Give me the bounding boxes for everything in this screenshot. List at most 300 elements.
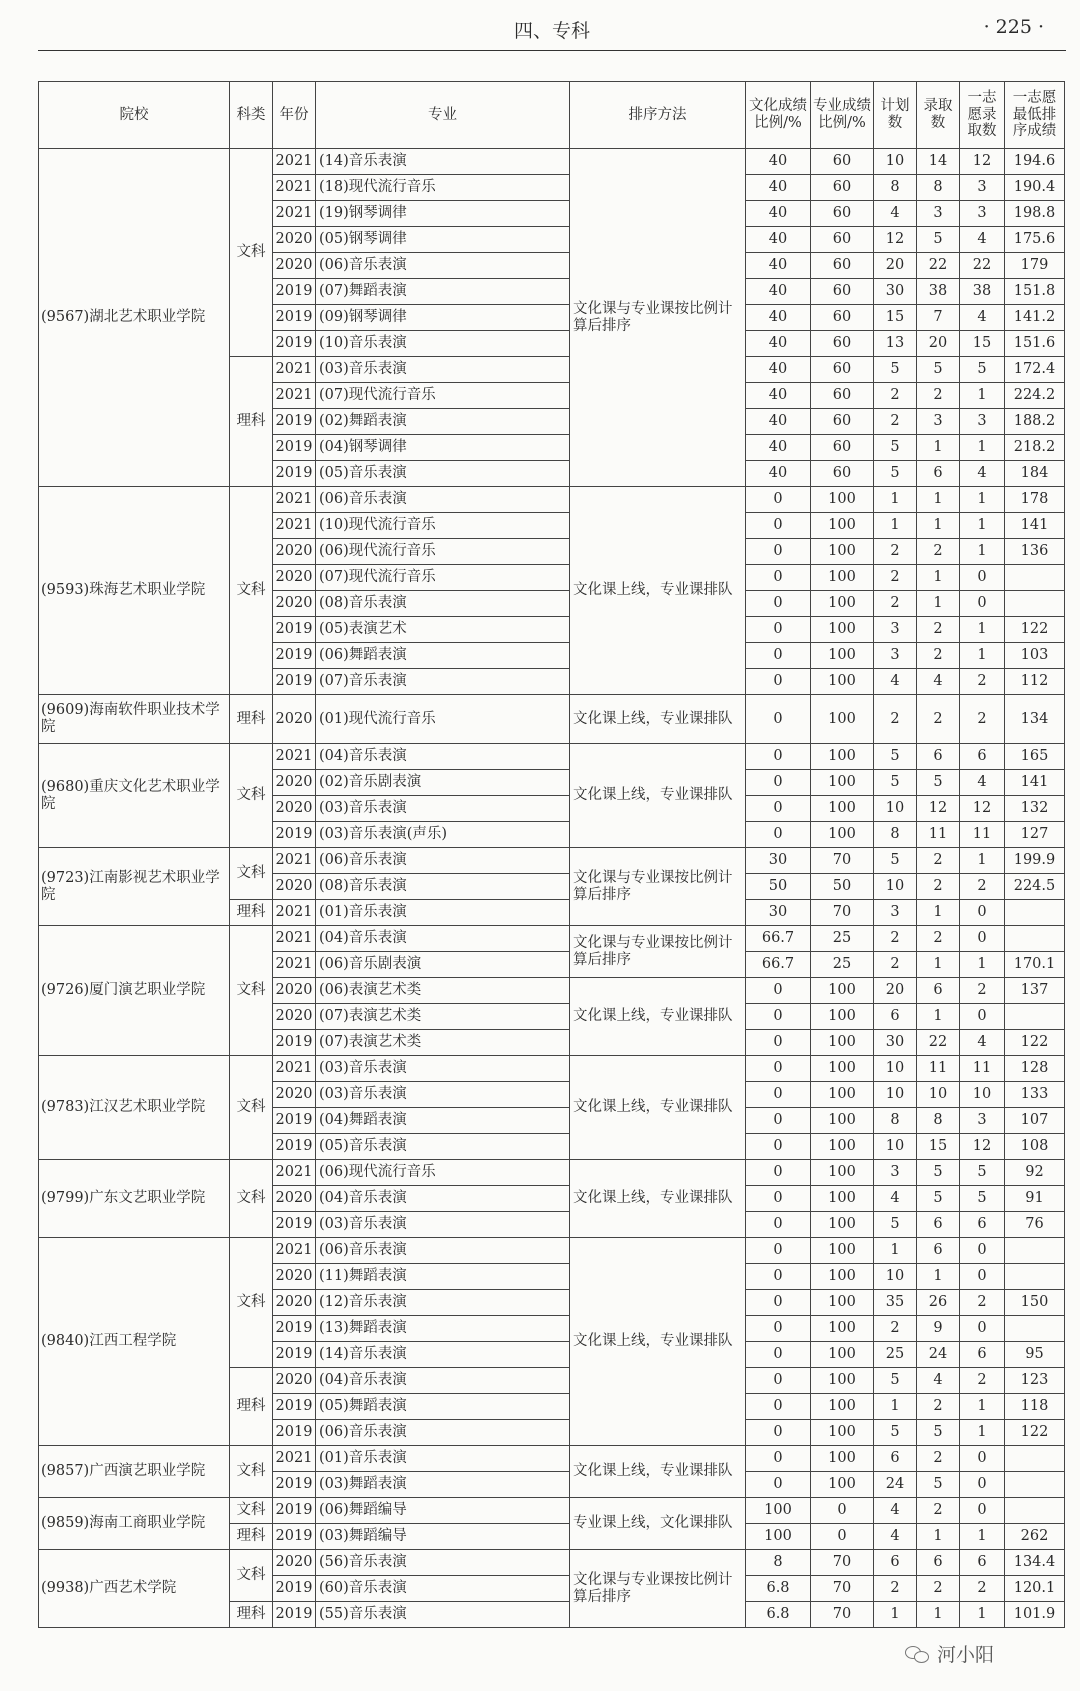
major-cell: (03)音乐表演(声乐)	[316, 822, 570, 848]
major-cell: (06)音乐表演	[316, 253, 570, 279]
method-cell: 专业课上线，文化课排队	[570, 1498, 746, 1550]
first-choice-count-cell: 6	[960, 1212, 1005, 1238]
major-cell: (12)音乐表演	[316, 1290, 570, 1316]
major-ratio-cell: 60	[811, 253, 874, 279]
major-ratio-cell: 100	[811, 617, 874, 643]
min-score-cell: 198.8	[1005, 201, 1065, 227]
first-choice-count-cell: 12	[960, 796, 1005, 822]
min-score-cell: 184	[1005, 461, 1065, 487]
major-cell: (04)音乐表演	[316, 1186, 570, 1212]
major-ratio-cell: 100	[811, 1030, 874, 1056]
plan-count-cell: 5	[874, 461, 917, 487]
major-ratio-cell: 100	[811, 1290, 874, 1316]
major-cell: (05)表演艺术	[316, 617, 570, 643]
plan-count-cell: 4	[874, 669, 917, 695]
min-score-cell: 120.1	[1005, 1576, 1065, 1602]
min-score-cell: 112	[1005, 669, 1065, 695]
first-choice-count-cell: 2	[960, 1290, 1005, 1316]
culture-ratio-cell: 50	[746, 874, 811, 900]
culture-ratio-cell: 0	[746, 1238, 811, 1264]
min-score-cell: 122	[1005, 1420, 1065, 1446]
min-score-cell: 108	[1005, 1134, 1065, 1160]
category-cell: 文科	[230, 1238, 273, 1368]
culture-ratio-cell: 0	[746, 1368, 811, 1394]
method-cell: 文化课与专业课按比例计算后排序	[570, 149, 746, 487]
major-ratio-cell: 70	[811, 900, 874, 926]
culture-ratio-cell: 0	[746, 695, 811, 744]
admitted-count-cell: 1	[917, 900, 960, 926]
culture-ratio-cell: 0	[746, 539, 811, 565]
major-cell: (09)钢琴调律	[316, 305, 570, 331]
major-ratio-cell: 50	[811, 874, 874, 900]
major-cell: (07)现代流行音乐	[316, 383, 570, 409]
min-score-cell	[1005, 1472, 1065, 1498]
major-cell: (08)音乐表演	[316, 874, 570, 900]
admitted-count-cell: 1	[917, 591, 960, 617]
major-cell: (04)音乐表演	[316, 744, 570, 770]
culture-ratio-cell: 40	[746, 175, 811, 201]
major-ratio-cell: 100	[811, 822, 874, 848]
admitted-count-cell: 8	[917, 1108, 960, 1134]
year-cell: 2019	[273, 669, 316, 695]
plan-count-cell: 2	[874, 409, 917, 435]
first-choice-count-cell: 6	[960, 1342, 1005, 1368]
major-cell: (01)现代流行音乐	[316, 695, 570, 744]
culture-ratio-cell: 66.7	[746, 926, 811, 952]
category-cell: 文科	[230, 1550, 273, 1602]
admitted-count-cell: 2	[917, 1498, 960, 1524]
admitted-count-cell: 20	[917, 331, 960, 357]
major-ratio-cell: 100	[811, 1264, 874, 1290]
year-cell: 2020	[273, 695, 316, 744]
year-cell: 2021	[273, 175, 316, 201]
first-choice-count-cell: 1	[960, 643, 1005, 669]
major-cell: (06)表演艺术类	[316, 978, 570, 1004]
major-ratio-cell: 60	[811, 149, 874, 175]
major-ratio-cell: 100	[811, 1160, 874, 1186]
major-ratio-cell: 100	[811, 565, 874, 591]
culture-ratio-cell: 0	[746, 565, 811, 591]
culture-ratio-cell: 0	[746, 1082, 811, 1108]
admitted-count-cell: 7	[917, 305, 960, 331]
min-score-cell	[1005, 926, 1065, 952]
first-choice-count-cell: 1	[960, 435, 1005, 461]
year-cell: 2019	[273, 617, 316, 643]
school-name: (9799)广东文艺职业学院	[39, 1160, 230, 1238]
major-ratio-cell: 100	[811, 1316, 874, 1342]
plan-count-cell: 1	[874, 513, 917, 539]
major-cell: (14)音乐表演	[316, 1342, 570, 1368]
culture-ratio-cell: 0	[746, 1394, 811, 1420]
major-cell: (05)音乐表演	[316, 461, 570, 487]
admitted-count-cell: 6	[917, 1212, 960, 1238]
major-cell: (06)现代流行音乐	[316, 539, 570, 565]
plan-count-cell: 6	[874, 1550, 917, 1576]
plan-count-cell: 5	[874, 357, 917, 383]
plan-count-cell: 10	[874, 874, 917, 900]
min-score-cell: 127	[1005, 822, 1065, 848]
major-ratio-cell: 100	[811, 1082, 874, 1108]
col-school: 院校	[39, 82, 230, 149]
culture-ratio-cell: 40	[746, 253, 811, 279]
min-score-cell: 151.6	[1005, 331, 1065, 357]
year-cell: 2019	[273, 331, 316, 357]
major-ratio-cell: 100	[811, 487, 874, 513]
major-ratio-cell: 100	[811, 1056, 874, 1082]
plan-count-cell: 6	[874, 1446, 917, 1472]
min-score-cell: 107	[1005, 1108, 1065, 1134]
year-cell: 2021	[273, 149, 316, 175]
culture-ratio-cell: 0	[746, 643, 811, 669]
major-ratio-cell: 70	[811, 1602, 874, 1628]
year-cell: 2019	[273, 822, 316, 848]
method-cell: 文化课上线，专业课排队	[570, 487, 746, 695]
admitted-count-cell: 38	[917, 279, 960, 305]
year-cell: 2019	[273, 279, 316, 305]
major-cell: (07)表演艺术类	[316, 1030, 570, 1056]
plan-count-cell: 6	[874, 1004, 917, 1030]
culture-ratio-cell: 0	[746, 591, 811, 617]
major-ratio-cell: 100	[811, 1186, 874, 1212]
category-cell: 理科	[230, 1368, 273, 1446]
method-cell: 文化课上线，专业课排队	[570, 744, 746, 848]
table-row	[39, 1498, 1065, 1524]
admitted-count-cell: 6	[917, 1550, 960, 1576]
plan-count-cell: 24	[874, 1472, 917, 1498]
method-cell: 文化课上线，专业课排队	[570, 978, 746, 1056]
major-cell: (06)现代流行音乐	[316, 1160, 570, 1186]
major-cell: (55)音乐表演	[316, 1602, 570, 1628]
min-score-cell: 218.2	[1005, 435, 1065, 461]
method-cell: 文化课上线，专业课排队	[570, 1238, 746, 1446]
culture-ratio-cell: 40	[746, 383, 811, 409]
category-cell: 文科	[230, 1160, 273, 1238]
first-choice-count-cell: 0	[960, 900, 1005, 926]
min-score-cell: 165	[1005, 744, 1065, 770]
first-choice-count-cell: 12	[960, 1134, 1005, 1160]
admitted-count-cell: 9	[917, 1316, 960, 1342]
admitted-count-cell: 2	[917, 643, 960, 669]
culture-ratio-cell: 40	[746, 227, 811, 253]
culture-ratio-cell: 40	[746, 149, 811, 175]
year-cell: 2021	[273, 952, 316, 978]
year-cell: 2020	[273, 1550, 316, 1576]
culture-ratio-cell: 100	[746, 1498, 811, 1524]
first-choice-count-cell: 0	[960, 1238, 1005, 1264]
plan-count-cell: 30	[874, 1030, 917, 1056]
major-ratio-cell: 60	[811, 409, 874, 435]
page-number: · 225 ·	[983, 16, 1044, 38]
culture-ratio-cell: 0	[746, 1472, 811, 1498]
culture-ratio-cell: 0	[746, 1212, 811, 1238]
admitted-count-cell: 14	[917, 149, 960, 175]
first-choice-count-cell: 0	[960, 591, 1005, 617]
culture-ratio-cell: 40	[746, 201, 811, 227]
method-cell: 文化课与专业课按比例计算后排序	[570, 848, 746, 926]
plan-count-cell: 13	[874, 331, 917, 357]
first-choice-count-cell: 15	[960, 331, 1005, 357]
major-ratio-cell: 100	[811, 695, 874, 744]
first-choice-count-cell: 4	[960, 770, 1005, 796]
year-cell: 2020	[273, 539, 316, 565]
major-cell: (56)音乐表演	[316, 1550, 570, 1576]
major-ratio-cell: 60	[811, 175, 874, 201]
first-choice-count-cell: 10	[960, 1082, 1005, 1108]
table-row	[39, 695, 1065, 744]
first-choice-count-cell: 0	[960, 1264, 1005, 1290]
plan-count-cell: 1	[874, 487, 917, 513]
major-ratio-cell: 60	[811, 357, 874, 383]
plan-count-cell: 3	[874, 617, 917, 643]
first-choice-count-cell: 3	[960, 1108, 1005, 1134]
min-score-cell: 150	[1005, 1290, 1065, 1316]
min-score-cell: 141	[1005, 513, 1065, 539]
first-choice-count-cell: 1	[960, 1420, 1005, 1446]
admitted-count-cell: 1	[917, 565, 960, 591]
col-first-choice: 一志愿录取数	[960, 82, 1005, 149]
year-cell: 2019	[273, 1134, 316, 1160]
year-cell: 2020	[273, 978, 316, 1004]
col-major-ratio: 专业成绩比例/%	[811, 82, 874, 149]
major-ratio-cell: 70	[811, 848, 874, 874]
min-score-cell: 137	[1005, 978, 1065, 1004]
major-cell: (07)表演艺术类	[316, 1004, 570, 1030]
major-cell: (02)舞蹈表演	[316, 409, 570, 435]
first-choice-count-cell: 1	[960, 513, 1005, 539]
culture-ratio-cell: 40	[746, 461, 811, 487]
year-cell: 2019	[273, 1394, 316, 1420]
first-choice-count-cell: 3	[960, 175, 1005, 201]
year-cell: 2020	[273, 253, 316, 279]
admitted-count-cell: 6	[917, 461, 960, 487]
major-ratio-cell: 60	[811, 227, 874, 253]
culture-ratio-cell: 0	[746, 1134, 811, 1160]
major-cell: (05)钢琴调律	[316, 227, 570, 253]
page-header	[38, 10, 1066, 51]
table-row	[39, 926, 1065, 952]
plan-count-cell: 2	[874, 1576, 917, 1602]
admitted-count-cell: 12	[917, 796, 960, 822]
year-cell: 2019	[273, 1030, 316, 1056]
plan-count-cell: 3	[874, 1160, 917, 1186]
year-cell: 2020	[273, 591, 316, 617]
year-cell: 2019	[273, 1524, 316, 1550]
table-header-row	[39, 82, 1065, 149]
plan-count-cell: 10	[874, 796, 917, 822]
table-body	[39, 149, 1065, 1628]
culture-ratio-cell: 66.7	[746, 952, 811, 978]
major-ratio-cell: 60	[811, 305, 874, 331]
culture-ratio-cell: 0	[746, 1316, 811, 1342]
col-plan: 计划数	[874, 82, 917, 149]
admitted-count-cell: 5	[917, 1160, 960, 1186]
major-ratio-cell: 100	[811, 539, 874, 565]
admitted-count-cell: 10	[917, 1082, 960, 1108]
school-name: (9783)江汉艺术职业学院	[39, 1056, 230, 1160]
culture-ratio-cell: 0	[746, 1030, 811, 1056]
admitted-count-cell: 5	[917, 1420, 960, 1446]
major-cell: (11)舞蹈表演	[316, 1264, 570, 1290]
plan-count-cell: 30	[874, 279, 917, 305]
first-choice-count-cell: 2	[960, 978, 1005, 1004]
major-cell: (03)音乐表演	[316, 1056, 570, 1082]
admitted-count-cell: 2	[917, 1394, 960, 1420]
major-cell: (13)舞蹈表演	[316, 1316, 570, 1342]
first-choice-count-cell: 6	[960, 1550, 1005, 1576]
year-cell: 2021	[273, 487, 316, 513]
culture-ratio-cell: 0	[746, 617, 811, 643]
plan-count-cell: 5	[874, 1368, 917, 1394]
major-cell: (03)音乐表演	[316, 1212, 570, 1238]
culture-ratio-cell: 0	[746, 796, 811, 822]
wechat-icon	[905, 1644, 931, 1664]
plan-count-cell: 10	[874, 1134, 917, 1160]
year-cell: 2019	[273, 409, 316, 435]
major-ratio-cell: 100	[811, 1342, 874, 1368]
method-cell: 文化课与专业课按比例计算后排序	[570, 926, 746, 978]
min-score-cell	[1005, 1316, 1065, 1342]
major-cell: (07)现代流行音乐	[316, 565, 570, 591]
major-ratio-cell: 100	[811, 744, 874, 770]
culture-ratio-cell: 0	[746, 1290, 811, 1316]
plan-count-cell: 10	[874, 1264, 917, 1290]
year-cell: 2019	[273, 1576, 316, 1602]
year-cell: 2020	[273, 1368, 316, 1394]
admission-table	[38, 81, 1065, 1628]
plan-count-cell: 2	[874, 565, 917, 591]
year-cell: 2019	[273, 1420, 316, 1446]
major-cell: (05)音乐表演	[316, 1134, 570, 1160]
culture-ratio-cell: 0	[746, 822, 811, 848]
admitted-count-cell: 5	[917, 1186, 960, 1212]
min-score-cell: 103	[1005, 643, 1065, 669]
min-score-cell	[1005, 1004, 1065, 1030]
method-cell: 文化课与专业课按比例计算后排序	[570, 1550, 746, 1628]
major-ratio-cell: 100	[811, 591, 874, 617]
admitted-count-cell: 1	[917, 1602, 960, 1628]
culture-ratio-cell: 40	[746, 279, 811, 305]
admitted-count-cell: 22	[917, 1030, 960, 1056]
culture-ratio-cell: 0	[746, 744, 811, 770]
major-ratio-cell: 100	[811, 1368, 874, 1394]
category-cell: 理科	[230, 1524, 273, 1550]
major-cell: (08)音乐表演	[316, 591, 570, 617]
category-cell: 理科	[230, 900, 273, 926]
col-category: 科类	[230, 82, 273, 149]
plan-count-cell: 15	[874, 305, 917, 331]
first-choice-count-cell: 1	[960, 952, 1005, 978]
col-method: 排序方法	[570, 82, 746, 149]
admitted-count-cell: 4	[917, 669, 960, 695]
min-score-cell	[1005, 591, 1065, 617]
first-choice-count-cell: 2	[960, 669, 1005, 695]
major-cell: (06)舞蹈编导	[316, 1498, 570, 1524]
first-choice-count-cell: 2	[960, 874, 1005, 900]
major-ratio-cell: 100	[811, 1134, 874, 1160]
major-cell: (01)音乐表演	[316, 1446, 570, 1472]
admitted-count-cell: 5	[917, 1472, 960, 1498]
culture-ratio-cell: 30	[746, 900, 811, 926]
table-row	[39, 149, 1065, 175]
min-score-cell: 122	[1005, 1030, 1065, 1056]
min-score-cell: 128	[1005, 1056, 1065, 1082]
method-cell: 文化课上线，专业课排队	[570, 695, 746, 744]
major-cell: (60)音乐表演	[316, 1576, 570, 1602]
plan-count-cell: 5	[874, 744, 917, 770]
year-cell: 2021	[273, 383, 316, 409]
culture-ratio-cell: 6.8	[746, 1576, 811, 1602]
min-score-cell: 91	[1005, 1186, 1065, 1212]
major-cell: (07)音乐表演	[316, 669, 570, 695]
min-score-cell: 123	[1005, 1368, 1065, 1394]
major-cell: (06)音乐剧表演	[316, 952, 570, 978]
first-choice-count-cell: 22	[960, 253, 1005, 279]
major-cell: (10)音乐表演	[316, 331, 570, 357]
year-cell: 2021	[273, 1056, 316, 1082]
first-choice-count-cell: 2	[960, 695, 1005, 744]
table-row	[39, 1446, 1065, 1472]
table-row	[39, 487, 1065, 513]
plan-count-cell: 3	[874, 900, 917, 926]
table-row	[39, 1056, 1065, 1082]
major-cell: (03)音乐表演	[316, 796, 570, 822]
first-choice-count-cell: 0	[960, 1472, 1005, 1498]
school-name: (9840)江西工程学院	[39, 1238, 230, 1446]
admitted-count-cell: 1	[917, 1264, 960, 1290]
year-cell: 2020	[273, 1290, 316, 1316]
admitted-count-cell: 2	[917, 874, 960, 900]
first-choice-count-cell: 0	[960, 1316, 1005, 1342]
culture-ratio-cell: 0	[746, 1446, 811, 1472]
school-name: (9857)广西演艺职业学院	[39, 1446, 230, 1498]
major-ratio-cell: 100	[811, 1004, 874, 1030]
min-score-cell: 92	[1005, 1160, 1065, 1186]
min-score-cell: 170.1	[1005, 952, 1065, 978]
plan-count-cell: 4	[874, 1524, 917, 1550]
major-ratio-cell: 100	[811, 1420, 874, 1446]
year-cell: 2020	[273, 770, 316, 796]
culture-ratio-cell: 0	[746, 978, 811, 1004]
first-choice-count-cell: 5	[960, 1160, 1005, 1186]
min-score-cell: 141.2	[1005, 305, 1065, 331]
major-cell: (03)舞蹈编导	[316, 1524, 570, 1550]
year-cell: 2021	[273, 900, 316, 926]
admitted-count-cell: 6	[917, 978, 960, 1004]
col-min-score: 一志愿最低排序成绩	[1005, 82, 1065, 149]
first-choice-count-cell: 1	[960, 487, 1005, 513]
min-score-cell: 118	[1005, 1394, 1065, 1420]
min-score-cell	[1005, 1238, 1065, 1264]
plan-count-cell: 5	[874, 848, 917, 874]
year-cell: 2021	[273, 1238, 316, 1264]
year-cell: 2021	[273, 926, 316, 952]
table-row	[39, 744, 1065, 770]
admitted-count-cell: 2	[917, 617, 960, 643]
plan-count-cell: 5	[874, 770, 917, 796]
plan-count-cell: 3	[874, 643, 917, 669]
admitted-count-cell: 2	[917, 539, 960, 565]
admitted-count-cell: 3	[917, 409, 960, 435]
table-row	[39, 1550, 1065, 1576]
major-ratio-cell: 25	[811, 926, 874, 952]
first-choice-count-cell: 2	[960, 1368, 1005, 1394]
major-ratio-cell: 25	[811, 952, 874, 978]
min-score-cell	[1005, 1498, 1065, 1524]
admitted-count-cell: 2	[917, 383, 960, 409]
category-cell: 文科	[230, 926, 273, 1056]
year-cell: 2019	[273, 1602, 316, 1628]
min-score-cell: 134	[1005, 695, 1065, 744]
